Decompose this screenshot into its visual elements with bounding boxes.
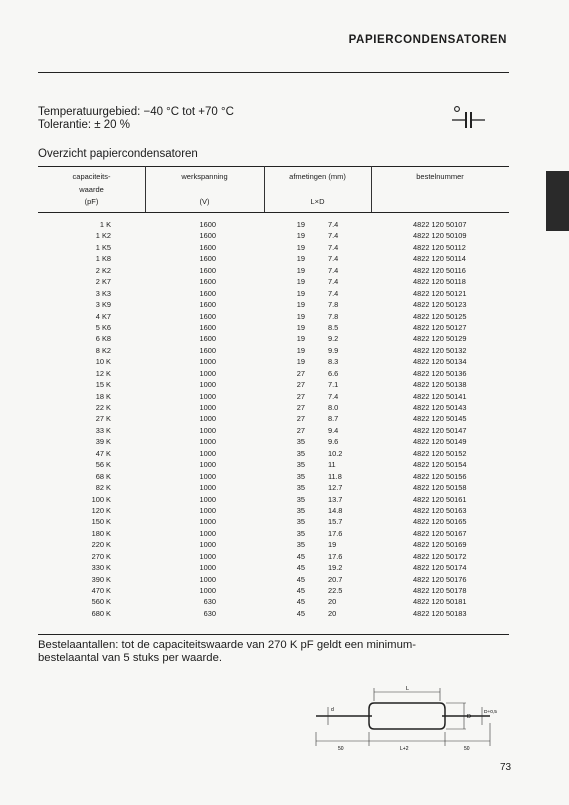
header-order-label: bestelnummer (416, 172, 464, 181)
table-cell-nr: 4822 120 50174 (413, 563, 467, 573)
table-cell-nr: 4822 120 50118 (413, 277, 466, 287)
table-cell-nr: 4822 120 50109 (413, 231, 467, 241)
table-cell-nr: 4822 120 50123 (413, 300, 467, 310)
table-cell-cap: 1 K8 (95, 254, 111, 264)
temperature-range: Temperatuurgebied: −40 °C tot +70 °C (38, 106, 234, 118)
table-cell-d: 7.4 (328, 220, 339, 229)
table-cell-cap: 3 K3 (95, 288, 111, 298)
table-cell-l: 35 (296, 494, 305, 504)
table-cell-l: 35 (296, 437, 305, 447)
table-cell-volt: 1600 (199, 334, 216, 344)
table-cell-cap: 1 K (99, 220, 111, 229)
table-cell-d: 7.1 (328, 380, 339, 390)
table-cell-l: 19 (296, 322, 305, 332)
table-cell-d: 14.8 (328, 505, 343, 515)
table-cell-volt: 1000 (199, 448, 216, 458)
table-cell-cap: 100 K (91, 494, 111, 504)
table-cell-nr: 4822 120 50149 (413, 437, 467, 447)
table-cell-l: 35 (296, 460, 305, 470)
table-cell-cap: 120 K (91, 505, 111, 515)
table-cell-nr: 4822 120 50134 (413, 357, 467, 367)
table-cell-volt: 1000 (199, 391, 216, 401)
table-cell-nr: 4822 120 50116 (413, 265, 466, 275)
table-cell-volt: 1000 (199, 483, 216, 493)
table-cell-cap: 27 K (95, 414, 111, 424)
table-cell-volt: 1000 (199, 505, 216, 515)
table-cell-cap: 390 K (91, 574, 111, 584)
capacitor-dimension-drawing-icon (314, 683, 518, 753)
table-cell-nr: 4822 120 50165 (413, 517, 467, 527)
table-cell-l: 45 (296, 608, 305, 618)
table-cell-nr: 4822 120 50183 (413, 608, 467, 618)
table-cell-cap: 180 K (91, 528, 111, 538)
table-cell-volt: 1000 (199, 517, 216, 527)
table-cell-nr: 4822 120 50158 (413, 483, 467, 493)
table-cell-nr: 4822 120 50176 (413, 574, 467, 584)
table-cell-l: 19 (296, 357, 305, 367)
table-cell-d: 8.5 (328, 322, 339, 332)
table-cell-l: 27 (296, 380, 305, 390)
table-cell-d: 9.9 (328, 345, 339, 355)
footnote-line1: Bestelaantallen: tot de capaciteitswaarde van 270 K pF geldt een minimum- (38, 639, 417, 651)
order-quantity-note (38, 639, 508, 664)
header-voltage (145, 171, 264, 209)
table-cell-l: 19 (296, 265, 305, 275)
table-cell-volt: 1600 (199, 254, 216, 264)
table-cell-cap: 1 K2 (95, 231, 111, 241)
table-cell-cap: 560 K (91, 597, 111, 607)
table-cell-nr: 4822 120 50107 (413, 220, 467, 229)
table-cell-volt: 1000 (199, 471, 216, 481)
table-cell-volt: 1600 (199, 231, 216, 241)
table-cell-d: 13.7 (328, 494, 343, 504)
table-cell-l: 27 (296, 403, 305, 412)
table-cell-nr: 4822 120 50127 (413, 322, 467, 332)
table-cell-volt: 1600 (199, 265, 216, 275)
header-order-number (371, 171, 509, 184)
table-cell-cap: 12 K (95, 368, 111, 378)
table-cell-cap: 15 K (95, 380, 111, 390)
table-cell-l: 19 (296, 345, 305, 355)
table-cell-nr: 4822 120 50125 (413, 311, 467, 321)
table-cell-cap: 22 K (95, 403, 111, 412)
table-cell-nr: 4822 120 50141 (413, 391, 467, 401)
table-cell-nr: 4822 120 50161 (413, 494, 467, 504)
table-cell-volt: 1000 (199, 380, 216, 390)
table-cell-volt: 1000 (199, 368, 216, 378)
table-cell-cap: 3 K9 (95, 300, 111, 310)
table-cell-cap: 68 K (95, 471, 111, 481)
table-cell-volt: 1000 (199, 460, 216, 470)
table-cell-l: 27 (296, 391, 305, 401)
table-cell-d: 10.2 (328, 448, 343, 458)
table-cell-nr: 4822 120 50167 (413, 528, 467, 538)
header-dimensions (264, 171, 371, 209)
table-cell-cap: 39 K (95, 437, 111, 447)
table-cell-l: 35 (296, 505, 305, 515)
table-cell-d: 17.6 (328, 528, 343, 538)
table-cell-l: 35 (296, 528, 305, 538)
section-tab-marker (546, 171, 569, 231)
footnote-line2: bestelaantal van 5 stuks per waarde. (38, 651, 222, 664)
table-cell-volt: 1000 (199, 563, 216, 573)
table-cell-volt: 1000 (199, 357, 216, 367)
table-cell-l: 27 (296, 414, 305, 424)
table-cell-volt: 1000 (199, 586, 216, 595)
table-cell-l: 19 (296, 300, 305, 310)
specifications (38, 106, 234, 132)
table-cell-d: 20 (328, 608, 337, 618)
table-cell-l: 45 (296, 586, 305, 595)
table-cell-nr: 4822 120 50129 (413, 334, 467, 344)
table-cell-nr: 4822 120 50121 (413, 288, 467, 298)
table-cell-d: 19.2 (328, 563, 343, 573)
table-cell-l: 19 (296, 277, 305, 287)
table-cell-d: 12.7 (328, 483, 343, 493)
table-cell-l: 35 (296, 517, 305, 527)
table-cell-nr: 4822 120 50178 (413, 586, 467, 595)
table-cell-nr: 4822 120 50181 (413, 597, 467, 607)
table-cell-l: 19 (296, 288, 305, 298)
table-cell-cap: 82 K (95, 483, 111, 493)
table-cell-d: 7.4 (328, 277, 339, 287)
table-cell-d: 22.5 (328, 586, 343, 595)
table-cell-l: 35 (296, 540, 305, 550)
table-cell-cap: 680 K (91, 608, 111, 618)
diameter-column (328, 219, 344, 619)
table-cell-l: 45 (296, 563, 305, 573)
dimension-label-d: D (467, 714, 471, 720)
table-cell-volt: 1000 (199, 528, 216, 538)
header-dimensions-label: afmetingen (mm) (289, 172, 346, 181)
tolerance: Tolerantie: ± 20 % (38, 119, 130, 131)
table-cell-volt: 630 (203, 597, 216, 607)
dimension-label-d-plus: D+0,5 (484, 710, 497, 715)
table-cell-nr: 4822 120 50154 (413, 460, 467, 470)
table-cell-cap: 1 K5 (95, 242, 111, 252)
table-header-rule (38, 212, 509, 213)
table-cell-d: 20.7 (328, 574, 343, 584)
table-cell-d: 20 (328, 597, 337, 607)
table-cell-cap: 2 K7 (95, 277, 111, 287)
table-cell-l: 19 (296, 311, 305, 321)
table-cell-cap: 330 K (91, 563, 111, 573)
table-cell-cap: 47 K (95, 448, 111, 458)
dimension-label-l: L (406, 686, 410, 692)
voltage-column (196, 219, 216, 619)
table-cell-d: 7.8 (328, 311, 339, 321)
table-cell-nr: 4822 120 50145 (413, 414, 467, 424)
table-cell-d: 9.6 (328, 437, 339, 447)
table-cell-d: 8.3 (328, 357, 339, 367)
section-title: Overzicht papiercondensatoren (38, 148, 198, 160)
table-cell-nr: 4822 120 50156 (413, 471, 467, 481)
table-cell-cap: 8 K2 (95, 345, 111, 355)
table-cell-nr: 4822 120 50114 (413, 254, 466, 264)
table-cell-volt: 1000 (199, 414, 216, 424)
table-cell-volt: 1000 (199, 403, 216, 412)
dimension-label-body: L+2 (400, 746, 409, 752)
dimension-label-lead-right: 50 (464, 746, 470, 752)
table-cell-cap: 6 K8 (95, 334, 111, 344)
table-cell-cap: 470 K (91, 586, 111, 595)
header-capacity (38, 171, 145, 209)
header-voltage-label: werkspanning (181, 172, 228, 181)
table-cell-cap: 270 K (91, 551, 111, 561)
table-cell-volt: 1600 (199, 311, 216, 321)
table-cell-l: 35 (296, 448, 305, 458)
table-cell-nr: 4822 120 50172 (413, 551, 467, 561)
table-cell-d: 7.4 (328, 265, 339, 275)
dimension-label-wire: d (331, 707, 334, 713)
header-capacity-unit: (pF) (84, 197, 99, 206)
dimension-label-lead-left: 50 (338, 746, 344, 752)
header-dimensions-unit: L×D (310, 197, 325, 206)
table-cell-volt: 1600 (199, 220, 216, 229)
table-cell-l: 27 (296, 368, 305, 378)
table-cell-l: 19 (296, 242, 305, 252)
table-cell-cap: 33 K (95, 425, 111, 435)
table-cell-d: 11 (328, 460, 336, 470)
table-cell-d: 6.6 (328, 368, 339, 378)
table-cell-volt: 1000 (199, 551, 216, 561)
table-cell-l: 45 (296, 551, 305, 561)
table-cell-nr: 4822 120 50143 (413, 403, 467, 412)
page-header-title: PAPIERCONDENSATOREN (348, 34, 507, 46)
table-cell-d: 8.0 (328, 403, 339, 412)
table-cell-d: 7.4 (328, 288, 339, 298)
table-cell-d: 8.7 (328, 414, 339, 424)
table-cell-d: 7.4 (328, 254, 339, 264)
header-capacity-line1: capaciteits- (72, 172, 111, 181)
table-cell-d: 7.4 (328, 242, 339, 252)
header-rule (38, 72, 509, 73)
table-cell-d: 17.6 (328, 551, 343, 561)
table-cell-d: 9.2 (328, 334, 339, 344)
table-cell-cap: 10 K (95, 357, 111, 367)
table-cell-cap: 5 K6 (95, 322, 111, 332)
table-cell-l: 35 (296, 483, 305, 493)
table-cell-volt: 1600 (199, 345, 216, 355)
table-cell-d: 19 (328, 540, 337, 550)
table-cell-volt: 1000 (199, 437, 216, 447)
table-cell-d: 7.4 (328, 391, 339, 401)
table-cell-l: 19 (296, 254, 305, 264)
table-cell-d: 7.4 (328, 231, 339, 241)
table-cell-nr: 4822 120 50163 (413, 505, 467, 515)
table-cell-l: 45 (296, 574, 305, 584)
table-cell-l: 19 (296, 231, 305, 241)
table-cell-nr: 4822 120 50112 (413, 242, 466, 252)
length-column (291, 219, 305, 619)
table-cell-volt: 1600 (199, 322, 216, 332)
table-cell-cap: 220 K (91, 540, 111, 550)
table-cell-cap: 150 K (91, 517, 111, 527)
table-top-rule (38, 166, 509, 167)
capacity-column (38, 219, 111, 619)
table-cell-volt: 1600 (199, 242, 216, 252)
table-cell-nr: 4822 120 50136 (413, 368, 467, 378)
table-cell-nr: 4822 120 50152 (413, 448, 467, 458)
header-capacity-line2: waarde (79, 184, 104, 194)
capacitor-symbol-icon (450, 104, 486, 132)
table-cell-d: 7.8 (328, 300, 339, 310)
capacitor-table (38, 166, 509, 635)
order-number-column (413, 219, 493, 619)
table-cell-volt: 1600 (199, 288, 216, 298)
table-cell-l: 45 (296, 597, 305, 607)
table-bottom-rule (38, 634, 509, 635)
table-cell-d: 11.8 (328, 471, 342, 481)
table-cell-cap: 2 K2 (95, 265, 111, 275)
table-cell-volt: 1600 (199, 277, 216, 287)
table-cell-volt: 630 (203, 608, 216, 618)
table-cell-cap: 56 K (95, 460, 111, 470)
table-cell-l: 27 (296, 425, 305, 435)
table-cell-volt: 1600 (199, 300, 216, 310)
table-cell-l: 19 (296, 220, 305, 229)
table-cell-nr: 4822 120 50138 (413, 380, 467, 390)
table-cell-l: 35 (296, 471, 305, 481)
table-cell-volt: 1000 (199, 494, 216, 504)
table-cell-l: 19 (296, 334, 305, 344)
table-cell-volt: 1000 (199, 574, 216, 584)
table-cell-cap: 18 K (95, 391, 111, 401)
table-cell-nr: 4822 120 50132 (413, 345, 467, 355)
table-cell-cap: 4 K7 (95, 311, 111, 321)
header-voltage-unit: (V) (199, 197, 210, 206)
table-cell-volt: 1000 (199, 425, 216, 435)
table-cell-d: 9.4 (328, 425, 339, 435)
table-cell-nr: 4822 120 50147 (413, 425, 467, 435)
page-number: 73 (500, 762, 512, 773)
table-cell-d: 15.7 (328, 517, 343, 527)
table-cell-volt: 1000 (199, 540, 216, 550)
table-cell-nr: 4822 120 50169 (413, 540, 467, 550)
